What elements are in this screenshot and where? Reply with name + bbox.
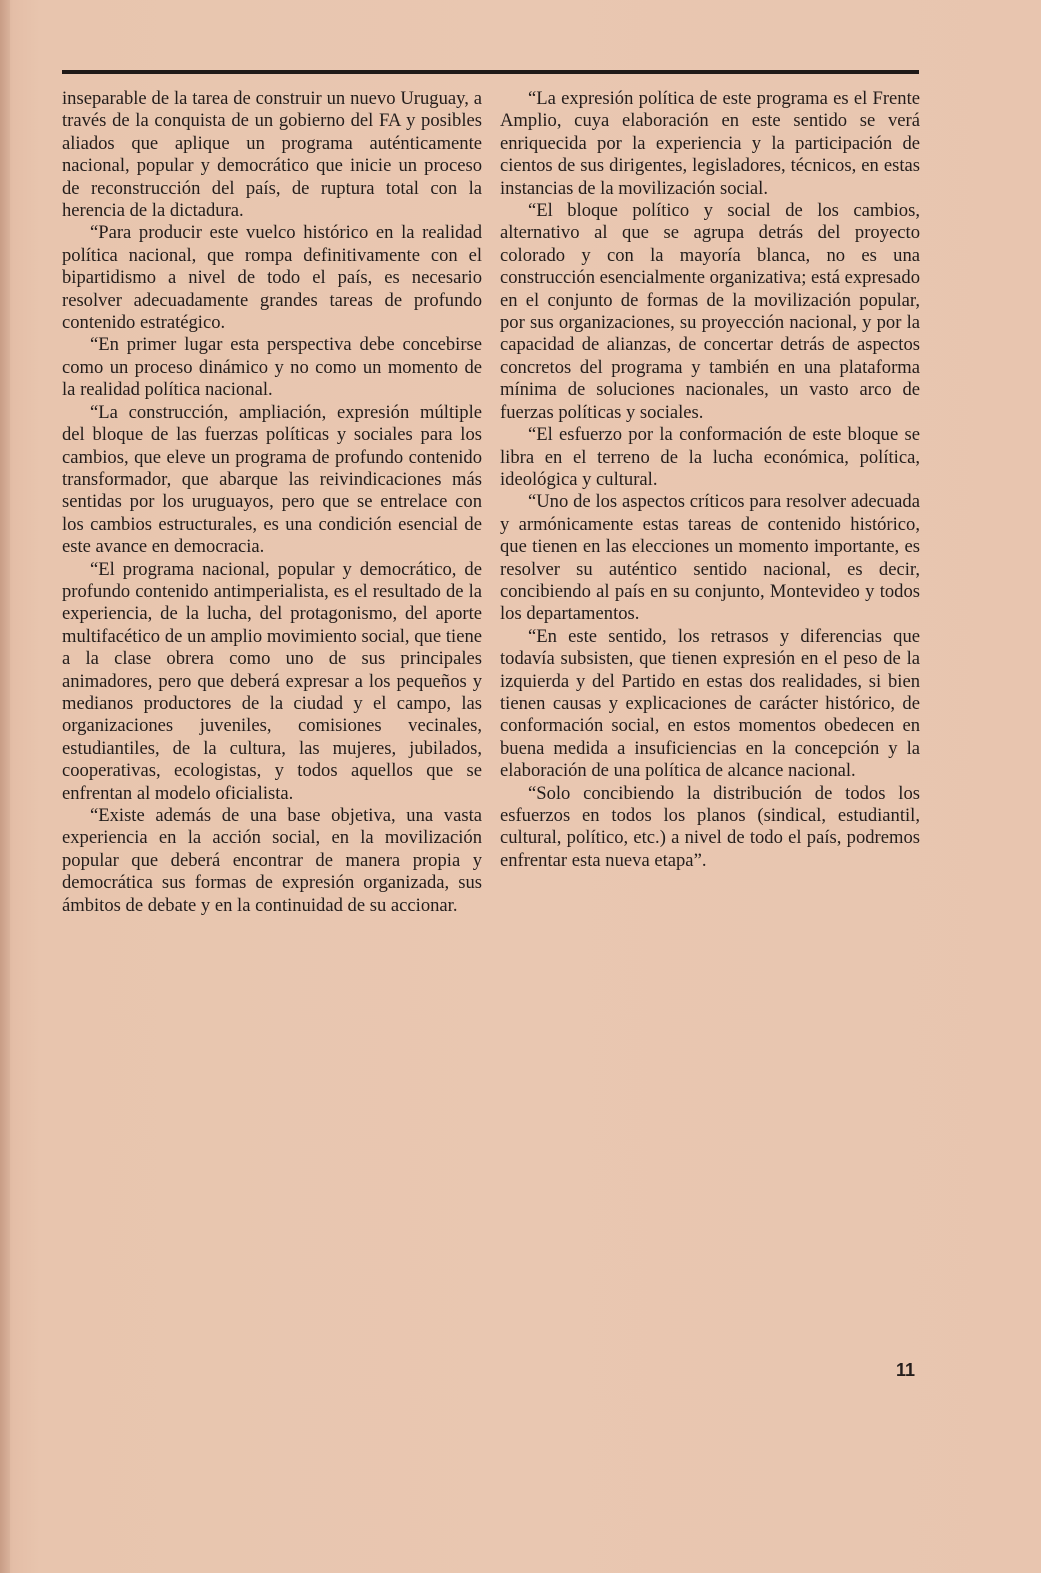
paragraph: “La expresión política de este programa es el Frente Amplio, cuya elaboración en este sentido se verá enriquecida por la experiencia y la participación de cientos de sus dirigentes, legisladores, técnicos, en estas instancias de la movilización social. bbox=[500, 88, 920, 199]
right-text-column bbox=[500, 88, 920, 872]
paragraph: “El bloque político y social de los cambios, alternativo al que se agrupa detrás del proyecto colorado y con la mayoría blanca, no es una construcción esencialmente organizativa; está expresado en el conjunto de formas de la movilización popular, por sus organizaciones, su proyección nacional, y por la capacidad de alianzas, de concertar detrás de aspectos concretos del programa y también en una plataforma mínima de soluciones nacionales, un vasto arco de fuerzas políticas y sociales. bbox=[500, 200, 920, 423]
paragraph: “El esfuerzo por la conformación de este bloque se libra en el terreno de la lucha económica, política, ideológica y cultural. bbox=[500, 424, 920, 490]
page-number: 11 bbox=[896, 1360, 916, 1380]
paragraph: “Existe además de una base objetiva, una vasta experiencia en la acción social, en la movilización popular que deberá encontrar de manera propia y democrática sus formas de expresión organizada, sus ámbitos de debate y en la continuidad de su accionar. bbox=[62, 805, 482, 916]
left-text-column bbox=[62, 88, 482, 917]
paragraph: “El programa nacional, popular y democrático, de profundo contenido antimperialista, es el resultado de la experiencia, de la lucha, del protagonismo, del aporte multifacético de un amplio movimiento social, que tiene a la clase obrera como uno de sus principales animadores, pero que deberá expresar a los pequeños y medianos productores de la ciudad y el campo, las organizaciones juveniles, comisiones vecinales, estudiantiles, de la cultura, las mujeres, jubilados, cooperativas, ecologistas, y todos aquellos que se enfrentan al modelo oficialista. bbox=[62, 558, 482, 804]
page-binding-edge bbox=[0, 0, 10, 1573]
paragraph: “Uno de los aspectos críticos para resolver adecuada y armónicamente estas tareas de contenido histórico, que tienen en las elecciones un momento importante, es resolver su auténtico sentido nacional, es decir, concibiendo al país en su conjunto, Montevideo y todos los departamentos. bbox=[500, 491, 920, 625]
paragraph: inseparable de la tarea de construir un nuevo Uruguay, a través de la conquista de un gobierno del FA y posibles aliados que aplique un programa auténticamente nacional, popular y democrático que inicie un proceso de reconstrucción del país, de ruptura total con la herencia de la dictadura. bbox=[62, 88, 482, 222]
paragraph: “La construcción, ampliación, expresión múltiple del bloque de las fuerzas políticas y sociales para los cambios, que eleve un programa de profundo contenido transformador, que abarque las reivindicaciones más sentidas por los uruguayos, pero que se entrelace con los cambios estructurales, es una condición esencial de este avance en democracia. bbox=[62, 401, 482, 558]
paragraph: “Solo concibiendo la distribución de todos los esfuerzos en todos los planos (sindical, estudiantil, cultural, político, etc.) a nivel de todo el país, podremos enfrentar esta nueva etapa”. bbox=[500, 782, 920, 871]
paragraph: “Para producir este vuelco histórico en la realidad política nacional, que rompa definitivamente con el bipartidismo a nivel de todo el país, es necesario resolver adecuadamente grandes tareas de profundo contenido estratégico. bbox=[62, 222, 482, 334]
paragraph: “En primer lugar esta perspectiva debe concebirse como un proceso dinámico y no como un momento de la realidad política nacional. bbox=[62, 334, 482, 401]
paragraph: “En este sentido, los retrasos y diferencias que todavía subsisten, que tienen expresión en el peso de la izquierda y del Partido en estas dos realidades, si bien tienen causas y explicaciones de carácter histórico, de conformación social, en estos momentos obedecen en buena medida a insuficiencias en la concepción y la elaboración de una política de alcance nacional. bbox=[500, 625, 920, 782]
top-rule bbox=[62, 70, 919, 74]
